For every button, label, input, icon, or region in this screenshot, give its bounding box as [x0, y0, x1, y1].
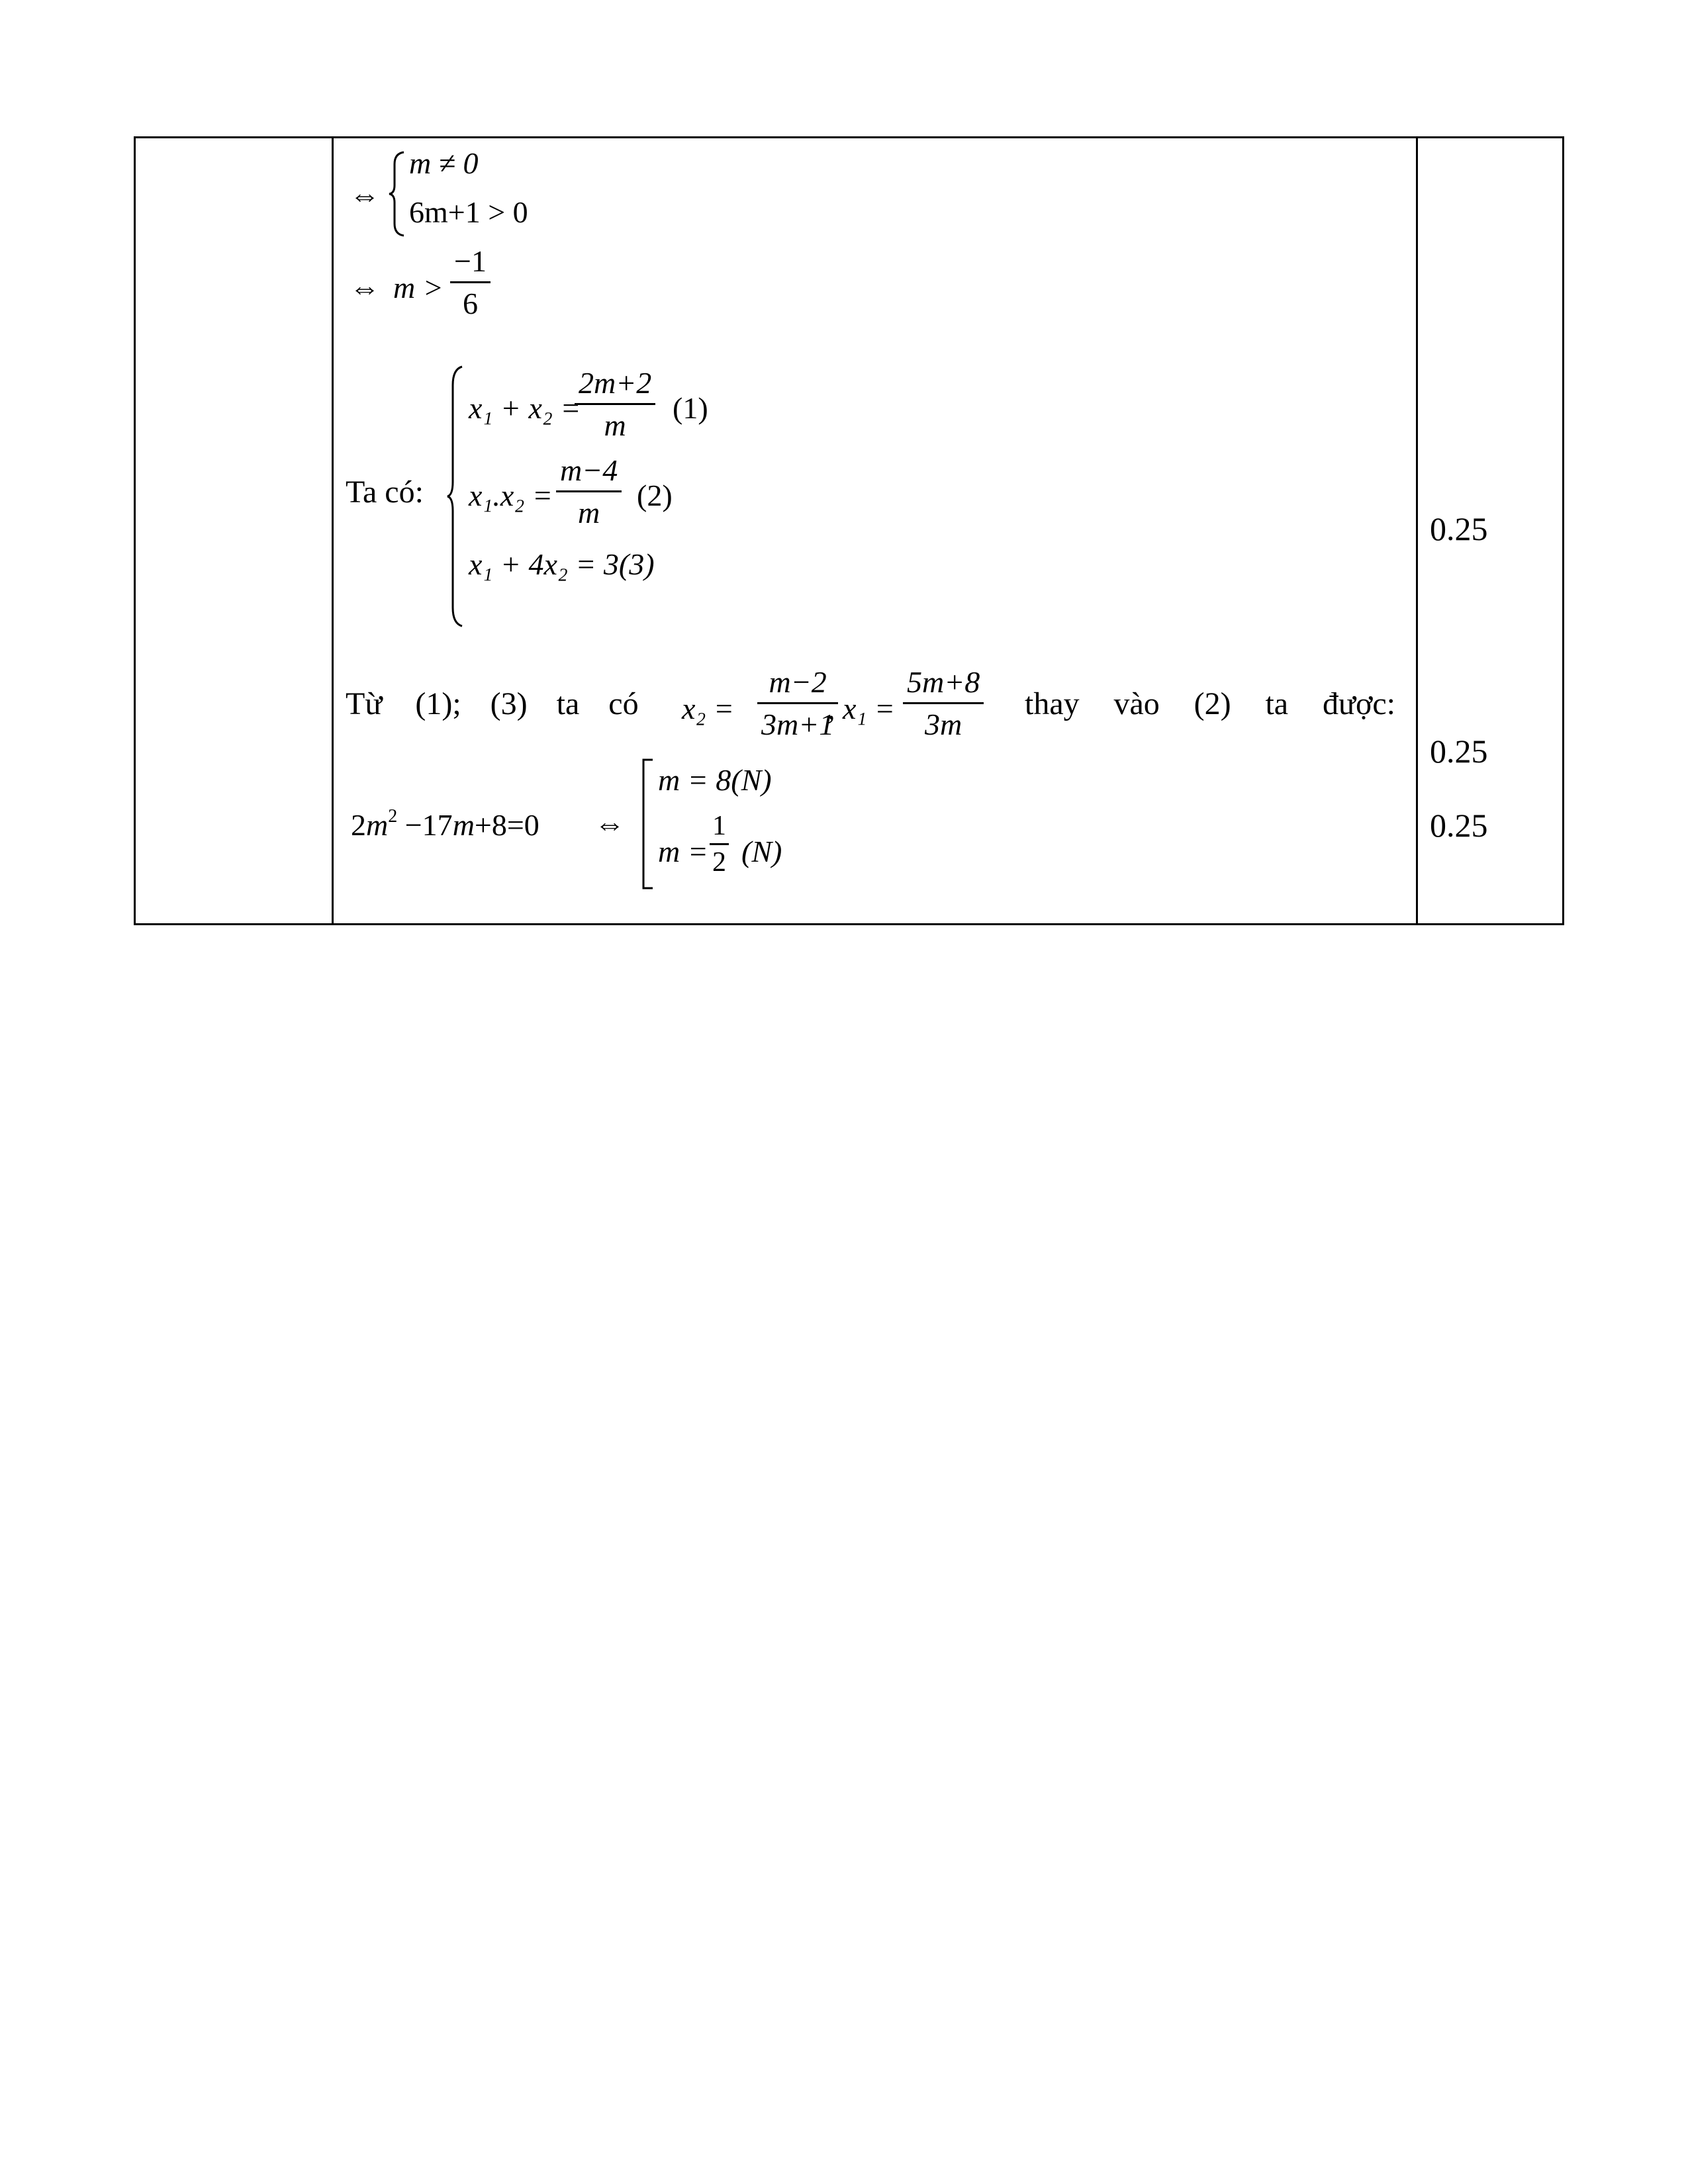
equation-2-fraction: $\frac{m-4}{m}$ [556, 453, 622, 530]
condition-m-nonzero: m ≠ 0 [409, 146, 479, 180]
column-divider [332, 138, 334, 923]
ta-co-label: Ta có: [346, 475, 424, 510]
column-divider [1416, 138, 1418, 923]
thay-vao-text: thay vào (2) ta được: [1025, 686, 1395, 721]
equation-3: x₁ + 4x₂ = 3(3) [469, 547, 655, 581]
solution-m-half-lhs: m = [658, 835, 708, 868]
iff-symbol: ⇔ [350, 178, 380, 212]
quadratic-equation: $2m^2 -17m+8=0$ [351, 806, 539, 842]
fraction-minus-one-sixth: $\frac{-1}{6}$ [450, 244, 491, 321]
m-greater-than: m > [393, 271, 444, 304]
iff-symbol: ⇔ [594, 807, 625, 841]
score-value: 0.25 [1430, 510, 1488, 547]
solution-m-8: m = 8(N) [658, 763, 772, 797]
solution-half-tag: (N) [741, 835, 782, 868]
x2-fraction: $\frac{m-2}{3m+1}$ [757, 664, 838, 742]
answer-table [134, 136, 1564, 925]
equation-2-lhs: x₁.x₂ = [469, 478, 553, 512]
equation-2-tag: (2) [637, 478, 673, 512]
equation-1-fraction: $\frac{2m+2}{m}$ [575, 365, 655, 443]
score-value: 0.25 [1430, 733, 1488, 770]
substitution-line: Từ (1); (3) ta có [346, 686, 639, 721]
x2-lhs: x₂ = [682, 692, 734, 725]
equation-1-lhs: x₁ + x₂ = [469, 391, 581, 425]
condition-6m-plus-1: 6m+1 > 0 [409, 195, 528, 229]
left-brace [389, 151, 409, 237]
solution-half-fraction: $\frac{1}{2}$ [710, 810, 729, 878]
solution-bracket [641, 758, 654, 891]
iff-symbol: ⇔ [350, 271, 380, 304]
x1-fraction: $\frac{5m+8}{3m}$ [903, 664, 984, 742]
equation-1-tag: (1) [673, 391, 708, 425]
system-brace [447, 365, 467, 627]
x1-lhs: , x₁ = [827, 692, 895, 725]
score-value: 0.25 [1430, 807, 1488, 844]
